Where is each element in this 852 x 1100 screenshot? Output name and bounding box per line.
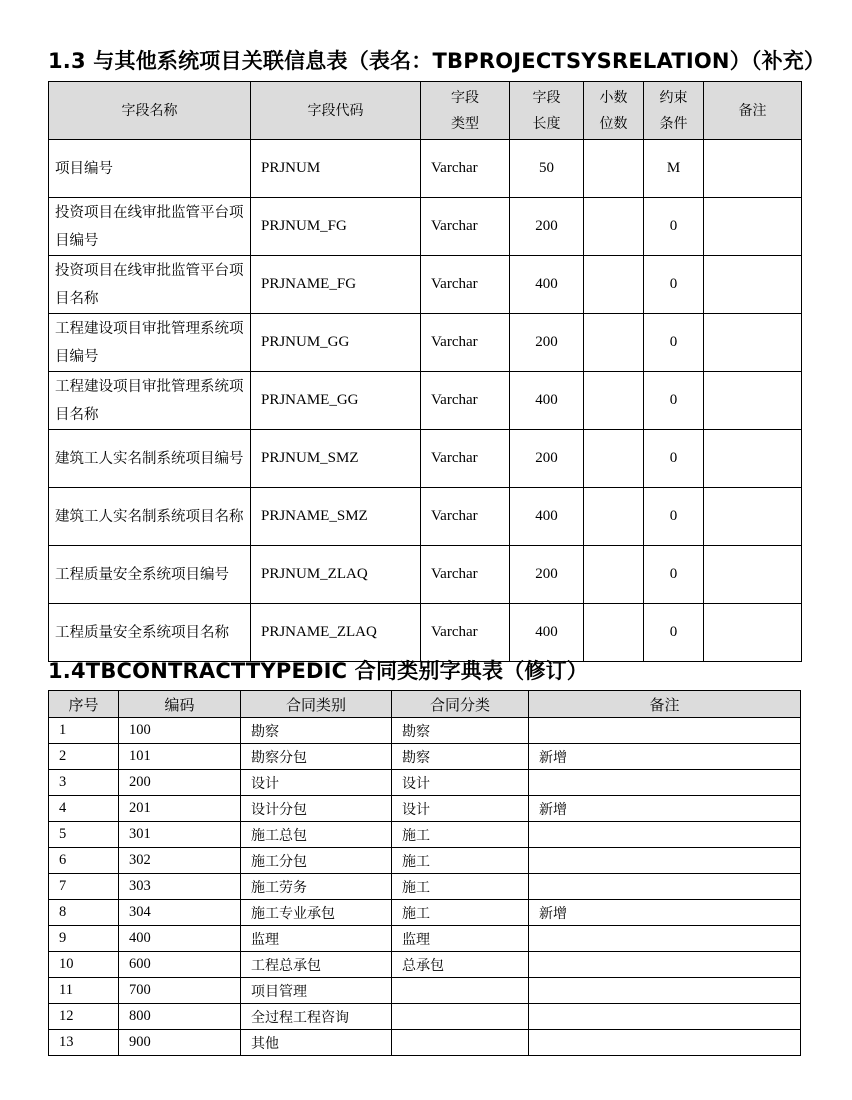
cell-contract-class: 设计 [392,770,529,796]
cell-contract-class: 施工 [392,900,529,926]
cell-constraint: 0 [644,604,704,662]
cell-note [704,198,802,256]
cell-field-type: Varchar [421,256,510,314]
cell-decimal-places [584,488,644,546]
cell-field-code: PRJNAME_ZLAQ [251,604,421,662]
cell-seq: 6 [49,848,119,874]
header-constraint-line2: 条件 [659,115,688,132]
cell-contract-category: 施工分包 [241,848,392,874]
cell-field-code: PRJNAME_GG [251,372,421,430]
table-row [49,140,802,198]
cell-code: 800 [119,1004,241,1030]
cell-note [529,926,801,952]
header-contract-category: 合同类别 [241,691,392,718]
cell-note [529,952,801,978]
cell-field-length: 400 [510,256,584,314]
cell-constraint: 0 [644,372,704,430]
cell-note [704,430,802,488]
header-seq: 序号 [49,691,119,718]
cell-note [704,314,802,372]
cell-constraint: 0 [644,430,704,488]
cell-constraint: 0 [644,198,704,256]
cell-note: 新增 [529,796,801,822]
cell-field-type: Varchar [421,372,510,430]
cell-code: 600 [119,952,241,978]
cell-seq: 12 [49,1004,119,1030]
cell-field-type: Varchar [421,604,510,662]
cell-note [529,1030,801,1056]
cell-contract-class [392,1030,529,1056]
cell-contract-class [392,1004,529,1030]
header-code: 编码 [119,691,241,718]
cell-code: 301 [119,822,241,848]
cell-field-code: PRJNUM [251,140,421,198]
cell-code: 101 [119,744,241,770]
cell-code: 303 [119,874,241,900]
cell-seq: 4 [49,796,119,822]
cell-field-name: 建筑工人实名制系统项目编号 [49,430,251,488]
header-field-code: 字段代码 [251,82,421,140]
cell-note: 新增 [529,900,801,926]
cell-note [529,770,801,796]
cell-code: 201 [119,796,241,822]
cell-constraint: 0 [644,488,704,546]
table-row [49,978,801,1004]
table-row [49,926,801,952]
cell-field-name: 投资项目在线审批监管平台项目编号 [49,198,251,256]
cell-field-code: PRJNUM_GG [251,314,421,372]
cell-decimal-places [584,546,644,604]
table-row [49,314,802,372]
cell-field-name: 工程质量安全系统项目编号 [49,546,251,604]
cell-contract-category: 设计分包 [241,796,392,822]
cell-contract-category: 项目管理 [241,978,392,1004]
header-field-length-line1: 字段 [532,89,561,106]
header-field-length-line2: 长度 [532,115,561,132]
cell-field-code: PRJNAME_FG [251,256,421,314]
header-field-name: 字段名称 [49,82,251,140]
cell-note [704,488,802,546]
cell-contract-class: 施工 [392,848,529,874]
cell-contract-category: 施工总包 [241,822,392,848]
cell-contract-class: 勘察 [392,744,529,770]
cell-decimal-places [584,604,644,662]
table-header-row [49,691,801,718]
header-decimal-places-line1: 小数 [599,89,628,106]
cell-contract-category: 其他 [241,1030,392,1056]
table-row [49,952,801,978]
cell-field-name: 投资项目在线审批监管平台项目名称 [49,256,251,314]
cell-field-type: Varchar [421,546,510,604]
cell-contract-class: 施工 [392,874,529,900]
cell-field-type: Varchar [421,140,510,198]
cell-note: 新增 [529,744,801,770]
cell-contract-class: 勘察 [392,718,529,744]
table-row [49,256,802,314]
header-contract-class: 合同分类 [392,691,529,718]
table-row [49,430,802,488]
cell-seq: 5 [49,822,119,848]
cell-note [529,848,801,874]
header-constraint-line1: 约束 [659,89,688,106]
cell-seq: 9 [49,926,119,952]
cell-contract-class: 总承包 [392,952,529,978]
cell-note [704,546,802,604]
header-decimal-places [584,82,644,140]
table-row [49,1030,801,1056]
cell-code: 700 [119,978,241,1004]
cell-field-length: 400 [510,488,584,546]
cell-constraint: 0 [644,546,704,604]
cell-code: 400 [119,926,241,952]
table-row [49,848,801,874]
cell-field-type: Varchar [421,488,510,546]
cell-field-type: Varchar [421,314,510,372]
cell-seq: 7 [49,874,119,900]
cell-decimal-places [584,198,644,256]
cell-field-name: 项目编号 [49,140,251,198]
cell-constraint: 0 [644,256,704,314]
header-field-type-line2: 类型 [451,115,479,132]
cell-decimal-places [584,314,644,372]
cell-note [704,372,802,430]
project-sys-relation-table [48,81,802,662]
cell-field-name: 工程建设项目审批管理系统项目名称 [49,372,251,430]
cell-constraint: 0 [644,314,704,372]
cell-seq: 11 [49,978,119,1004]
cell-note [704,604,802,662]
cell-field-length: 200 [510,546,584,604]
cell-field-type: Varchar [421,198,510,256]
cell-contract-category: 监理 [241,926,392,952]
table-row [49,744,801,770]
table-row [49,546,802,604]
cell-code: 200 [119,770,241,796]
cell-code: 302 [119,848,241,874]
cell-note [529,978,801,1004]
table-row [49,488,802,546]
header-field-type-line1: 字段 [451,89,479,106]
cell-note [704,140,802,198]
table-row [49,770,801,796]
cell-contract-class: 监理 [392,926,529,952]
cell-contract-category: 勘察分包 [241,744,392,770]
cell-field-code: PRJNUM_FG [251,198,421,256]
cell-seq: 1 [49,718,119,744]
cell-field-length: 400 [510,604,584,662]
cell-field-length: 50 [510,140,584,198]
table-header-row [49,82,802,140]
header-note: 备注 [704,82,802,140]
cell-contract-category: 设计 [241,770,392,796]
cell-field-type: Varchar [421,430,510,488]
cell-note [529,822,801,848]
table-row [49,900,801,926]
cell-field-length: 200 [510,198,584,256]
cell-decimal-places [584,372,644,430]
cell-note [529,718,801,744]
cell-contract-category: 施工专业承包 [241,900,392,926]
cell-contract-class [392,978,529,1004]
cell-seq: 3 [49,770,119,796]
table-row [49,372,802,430]
cell-contract-category: 施工劳务 [241,874,392,900]
header-decimal-places-line2: 位数 [599,115,628,132]
cell-field-name: 工程建设项目审批管理系统项目编号 [49,314,251,372]
cell-note [529,874,801,900]
header-field-type [421,82,510,140]
cell-seq: 13 [49,1030,119,1056]
table-row [49,796,801,822]
table-row [49,718,801,744]
cell-code: 304 [119,900,241,926]
cell-decimal-places [584,430,644,488]
header-constraint [644,82,704,140]
table-row [49,198,802,256]
cell-field-length: 200 [510,430,584,488]
table-row [49,1004,801,1030]
cell-field-code: PRJNUM_ZLAQ [251,546,421,604]
cell-field-name: 建筑工人实名制系统项目名称 [49,488,251,546]
cell-field-name: 工程质量安全系统项目名称 [49,604,251,662]
cell-code: 900 [119,1030,241,1056]
cell-field-length: 400 [510,372,584,430]
cell-contract-class: 设计 [392,796,529,822]
cell-note [704,256,802,314]
section-1-title: 1.3 与其他系统项目关联信息表（表名：TBPROJECTSYSRELATION）（补充） [48,49,826,73]
table-row [49,874,801,900]
cell-code: 100 [119,718,241,744]
cell-note [529,1004,801,1030]
cell-contract-category: 全过程工程咨询 [241,1004,392,1030]
contract-type-dict-table [48,690,801,1056]
cell-contract-class: 施工 [392,822,529,848]
cell-seq: 8 [49,900,119,926]
cell-field-code: PRJNUM_SMZ [251,430,421,488]
cell-decimal-places [584,256,644,314]
cell-field-length: 200 [510,314,584,372]
cell-contract-category: 勘察 [241,718,392,744]
cell-field-code: PRJNAME_SMZ [251,488,421,546]
cell-contract-category: 工程总承包 [241,952,392,978]
table-row [49,822,801,848]
header-note: 备注 [529,691,801,718]
table-row [49,604,802,662]
cell-constraint: M [644,140,704,198]
cell-seq: 2 [49,744,119,770]
header-field-length [510,82,584,140]
cell-decimal-places [584,140,644,198]
cell-seq: 10 [49,952,119,978]
section-2-title: 1.4TBCONTRACTTYPEDIC 合同类别字典表（修订） [48,659,588,683]
